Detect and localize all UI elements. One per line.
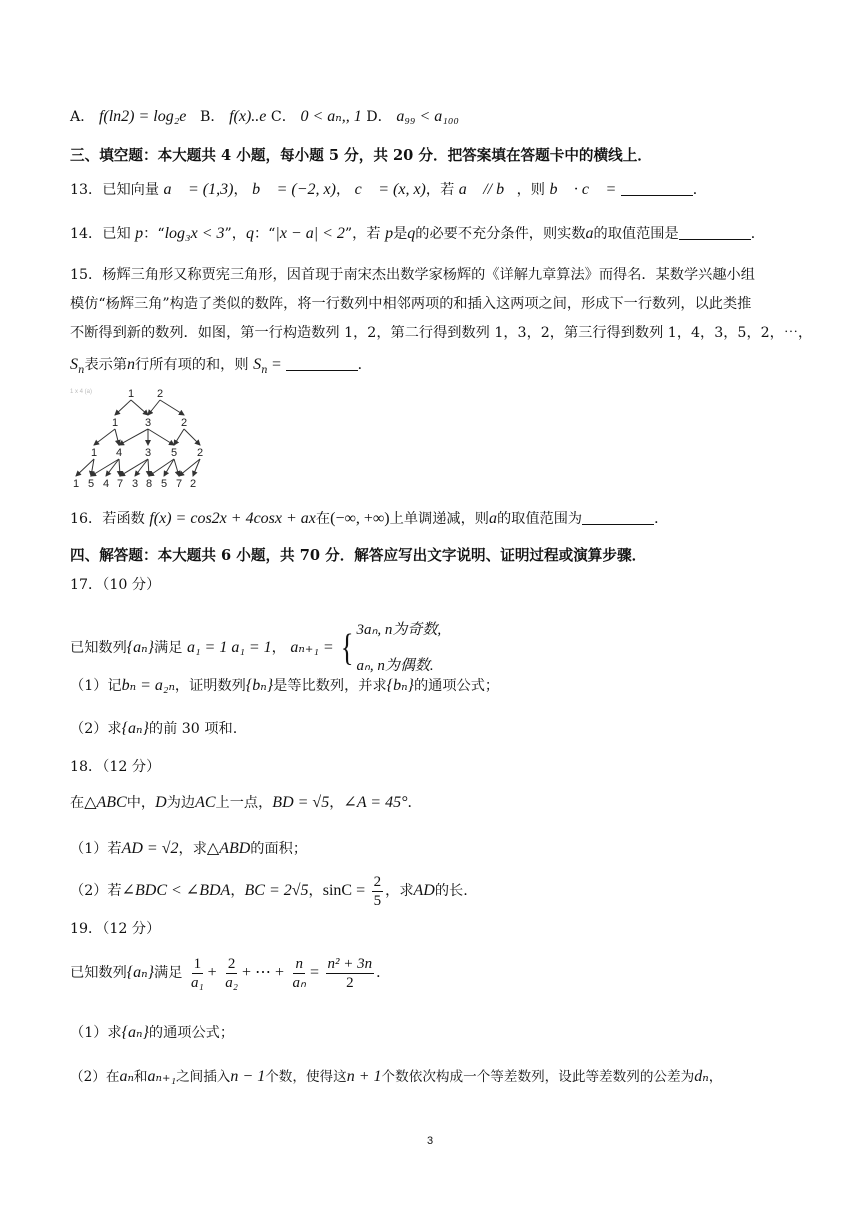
q19-part2 xyxy=(70,1066,790,1088)
option-a-expr: f(ln2) = log₂e xyxy=(98,108,187,125)
q14-text-c: ”， xyxy=(224,226,246,242)
tree-arrow xyxy=(184,429,200,445)
fraction xyxy=(372,873,384,910)
fraction xyxy=(189,955,206,992)
q19-text-b: 满足 xyxy=(154,965,183,981)
fraction-denominator: 5 xyxy=(373,892,382,909)
fraction-denominator: 2 xyxy=(346,974,354,991)
q15-line4 xyxy=(70,354,790,382)
q14-end: ． xyxy=(750,226,765,242)
q18-p1-b: ，求 xyxy=(178,841,207,857)
tree-number: 7 xyxy=(175,478,183,490)
q18-p1-ad: AD = √2 xyxy=(121,840,179,857)
q17-case1: 3aₙ, n为奇数, xyxy=(356,622,442,638)
q17-seq: {aₙ} xyxy=(126,639,155,656)
q17-p1-c: 是等比数列，并求 xyxy=(273,678,387,694)
tree-arrow xyxy=(115,429,119,445)
q16-text-a: 若函数 xyxy=(102,511,145,527)
q18-part2 xyxy=(70,872,790,910)
q18-p2-c: ， xyxy=(308,883,323,899)
q15-line2: 模仿“杨辉三角”构造了类似的数阵，将一行数列中相邻两项的和插入这两项之间，形成下一行数列，以此类推 xyxy=(70,296,752,312)
q19-an: aₙ xyxy=(119,1068,134,1085)
tree-arrow xyxy=(174,459,179,476)
q15-line3: 不断得到新的数列．如图，第一行构造数列 1，2，第二行得到数列 1，3，2，第三行得到数列 1，4，3，5，2，⋯， xyxy=(70,325,813,341)
q18-ac: AC xyxy=(195,794,216,811)
q19-nm1: n − 1 xyxy=(230,1068,266,1085)
q18-text-d: 上一点， xyxy=(215,795,273,811)
q16-text-b: 在 xyxy=(315,511,331,527)
q17-part2 xyxy=(70,718,790,740)
tree-number: 1 xyxy=(90,447,98,459)
left-brace: { xyxy=(340,627,354,669)
q19-p2-c: 之间插入 xyxy=(176,1069,231,1085)
q18-d: D xyxy=(155,794,167,811)
tree-number: 1 xyxy=(72,478,80,490)
tree-number: 8 xyxy=(145,478,153,490)
q17-p1-b: ，证明数列 xyxy=(174,678,246,694)
tree-number: 5 xyxy=(170,447,178,459)
q19-seq: {aₙ} xyxy=(126,964,155,981)
fraction xyxy=(326,955,375,992)
q15-sn-sub: n xyxy=(78,364,85,376)
tree-number: 4 xyxy=(102,478,110,490)
q13-sep2: ， xyxy=(335,182,351,198)
q17-lhs: aₙ₊₁ = xyxy=(290,639,334,656)
tree-arrow xyxy=(148,429,174,445)
q17-p1-seq: {bₙ} xyxy=(245,677,274,694)
q19-p1-b: 的通项公式； xyxy=(148,1025,235,1041)
tree-arrow xyxy=(94,429,115,445)
q19-plus: + xyxy=(207,964,217,981)
tree-arrow xyxy=(106,459,119,476)
q15-sn2: S xyxy=(253,356,262,373)
q18-head: 18．（12 分） xyxy=(70,759,161,775)
question-13 xyxy=(70,179,790,201)
q13-num: 13． xyxy=(70,182,103,198)
tree-arrow xyxy=(120,459,148,476)
q17-head: 17．（10 分） xyxy=(70,577,161,593)
fraction-denominator: aₙ xyxy=(292,974,306,991)
q15-n: n xyxy=(127,356,136,373)
q19-statement xyxy=(70,952,790,994)
tree-number: 2 xyxy=(180,417,188,429)
q16-func: f(x) = cos2x + 4cosx + ax xyxy=(149,510,316,527)
fraction-denominator: a₂ xyxy=(225,974,238,991)
q16-end: ． xyxy=(654,511,669,527)
q17-p1-seq2: {bₙ} xyxy=(386,677,414,694)
q15-line4-b: 行所有项的和，则 xyxy=(135,357,249,373)
q14-text-h: 的取值范围是 xyxy=(593,226,679,242)
q13-vec-b: b⃗ = (−2, x) xyxy=(252,181,336,198)
q14-num: 14． xyxy=(70,226,103,242)
q14-text-f: 是 xyxy=(393,226,408,242)
q14-text-b: ：“ xyxy=(143,226,165,242)
fraction-numerator: 2 xyxy=(227,955,236,972)
q14-text-e: ”，若 xyxy=(344,226,381,242)
q13-text-a: 已知向量 xyxy=(102,182,160,198)
q19-eq: = xyxy=(309,964,320,981)
tree-number: 2 xyxy=(156,388,164,400)
q17-part1 xyxy=(70,675,790,697)
q14-text-d: ：“ xyxy=(253,226,276,242)
answer-blank xyxy=(621,181,693,196)
q18-angle: ∠A = 45° xyxy=(343,794,408,811)
tree-number: 2 xyxy=(196,447,204,459)
fraction-numerator: 1 xyxy=(193,955,202,972)
q15-sn: S xyxy=(70,356,78,373)
q18-text-a: 在 xyxy=(70,795,85,811)
option-b-expr: f(x)..e xyxy=(229,108,267,125)
question-14 xyxy=(70,223,790,245)
q15-line1-text: 杨辉三角形又称贾宪三角形，因首现于南宋杰出数学家杨辉的《详解九章算法》而得名．某数学兴趣小组 xyxy=(102,267,755,283)
q14-p2: p xyxy=(385,225,394,242)
answer-blank xyxy=(582,510,654,525)
q17-p2-a: （2）求 xyxy=(70,721,122,737)
q16-text-c: 上单调递减，则 xyxy=(389,511,489,527)
q15-line1 xyxy=(70,264,790,286)
q19-text-a: 已知数列 xyxy=(70,965,127,981)
tree-number: 2 xyxy=(189,478,197,490)
q13-parallel: a⃗ // b⃗ xyxy=(458,181,517,198)
q12-options-line xyxy=(70,106,790,128)
q18-p2-b: ， xyxy=(230,883,245,899)
fraction-denominator: a₁ xyxy=(190,974,204,991)
q14-p: p xyxy=(135,225,144,242)
tree-number: 1 xyxy=(111,417,119,429)
q18-p2-bc: BC = 2√5 xyxy=(244,882,309,899)
page-number: 3 xyxy=(426,1135,434,1147)
q19-p1-a: （1）求 xyxy=(70,1025,122,1041)
tree-arrow xyxy=(119,459,120,476)
q14-text-g: 的必要不充分条件，则实数 xyxy=(415,226,586,242)
tree-number: 3 xyxy=(144,447,152,459)
fraction-numerator: n xyxy=(295,955,303,972)
q13-vec-a: a⃗ = (1,3) xyxy=(163,181,234,198)
q17-statement xyxy=(70,612,790,684)
q17-case2: aₙ, n为偶数. xyxy=(356,658,434,674)
q16-a: a xyxy=(488,510,497,527)
q19-p2-e: 个数依次构成一个等差数列，设此等差数列的公差为 xyxy=(381,1069,695,1085)
faint-figure-label: 1 x 4 (a) xyxy=(70,389,93,395)
option-b-label: B． xyxy=(199,109,225,125)
q14-q2: q xyxy=(407,225,416,242)
q19-p2-a: （2）在 xyxy=(70,1069,120,1085)
tree-arrow xyxy=(160,400,184,415)
tree-arrow xyxy=(131,400,148,415)
q15-num: 15． xyxy=(70,267,103,283)
option-c-expr: 0 < aₙ,, 1 xyxy=(300,108,362,125)
q14-a: a xyxy=(585,225,594,242)
q18-p2-ang: ∠BDC < ∠BDA xyxy=(121,882,231,899)
q13-vec-c: c⃗ = (x, x) xyxy=(354,181,426,198)
q15-sn2-sub: n xyxy=(261,364,268,376)
tree-number: 5 xyxy=(87,478,95,490)
q13-text-c: ，则 xyxy=(516,182,545,198)
q17-p1-def: bₙ = a₂ₙ xyxy=(121,677,175,694)
tree-number: 7 xyxy=(116,478,124,490)
q14-cond-q: |x − a| < 2 xyxy=(275,225,345,242)
q16-text-d: 的取值范围为 xyxy=(496,511,583,527)
q18-part1 xyxy=(70,838,790,860)
q17-p2-b: 的前 30 项和. xyxy=(148,721,238,737)
q18-tri: △ABC xyxy=(84,794,127,811)
q19-part1 xyxy=(70,1022,790,1044)
q17-cases xyxy=(356,612,441,684)
q19-end: ． xyxy=(376,965,391,981)
tree-arrow xyxy=(164,459,174,476)
option-d-expr: a₉₉ < a₁₀₀ xyxy=(396,108,459,125)
q19-np1: n + 1 xyxy=(346,1068,382,1085)
q17-text-a: 已知数列 xyxy=(70,640,127,656)
q15-line4-a: 表示第 xyxy=(84,357,128,373)
tree-arrow xyxy=(91,459,119,476)
section4-header: 四、解答题：本大题共 6 小题，共 70 分．解答应写出文字说明、证明过程或演算步骤． xyxy=(70,547,647,564)
tree-number: 1 xyxy=(127,388,135,400)
q14-text-a: 已知 xyxy=(102,226,131,242)
q17-p2-seq: {aₙ} xyxy=(121,720,149,737)
tree-number: 4 xyxy=(115,447,123,459)
section3-header: 三、填空题：本大题共 4 小题，每小题 5 分，共 20 分．把答案填在答题卡中的横线上． xyxy=(70,147,652,164)
q16-interval: (−∞, +∞) xyxy=(330,510,390,527)
q19-p2-d: 个数，使得这 xyxy=(265,1069,347,1085)
q18-p2-e: 的长. xyxy=(434,883,468,899)
option-d-label: D． xyxy=(366,109,392,125)
q18-p2-ad: AD xyxy=(413,882,435,899)
q15-eq: = xyxy=(272,356,282,373)
tree-number: 5 xyxy=(160,478,168,490)
tree-arrow xyxy=(149,459,174,476)
q18-p2-d: ，求 xyxy=(385,883,414,899)
q13-end: ． xyxy=(692,182,707,198)
q18-text-b: 中， xyxy=(126,795,156,811)
fraction-numerator: 2 xyxy=(373,873,382,890)
answer-blank xyxy=(286,356,358,371)
q13-text-b: ，若 xyxy=(425,182,455,198)
tree-arrow xyxy=(174,429,184,445)
q15-end: ． xyxy=(357,357,372,373)
q19-p2-b: 和 xyxy=(133,1069,148,1085)
q19-p2-f: ， xyxy=(708,1069,723,1085)
q17-text-c: ， xyxy=(271,640,286,656)
q19-mid: + ⋯ + xyxy=(241,964,284,981)
tree-arrow xyxy=(148,400,160,415)
q19-p1-seq: {aₙ} xyxy=(121,1024,149,1041)
q18-statement xyxy=(70,792,790,814)
q18-p1-c: 的面积； xyxy=(250,841,308,857)
q19-dn: dₙ xyxy=(694,1068,709,1085)
q17-p1-a: （1）记 xyxy=(70,678,122,694)
q17-p1-d: 的通项公式； xyxy=(413,678,500,694)
option-a-label: A． xyxy=(70,109,95,125)
q14-cond-p: log₃x < 3 xyxy=(164,225,225,242)
q18-text-e: ， xyxy=(329,795,344,811)
option-c-label: C． xyxy=(270,109,296,125)
q17-cond: a₁ = 1 a₁ = 1 xyxy=(186,639,272,656)
q18-text-c: 为边 xyxy=(166,795,196,811)
q17-text-b: 满足 xyxy=(154,640,183,656)
tree-arrow xyxy=(119,429,148,445)
question-16 xyxy=(70,508,790,530)
fraction xyxy=(291,955,308,992)
q16-num: 16． xyxy=(70,511,103,527)
tree-number: 3 xyxy=(131,478,139,490)
q18-p1-a: （1）若 xyxy=(70,841,122,857)
number-tree-figure xyxy=(68,384,228,500)
fraction-numerator: n² + 3n xyxy=(327,955,373,972)
tree-arrow xyxy=(148,459,149,476)
q13-dot: b⃗ · c⃗ = xyxy=(549,181,617,198)
q18-p2-a: （2）若 xyxy=(70,883,122,899)
q19-head: 19．（12 分） xyxy=(70,921,161,937)
answer-blank xyxy=(679,225,751,240)
q18-p1-tri: △ABD xyxy=(206,840,251,857)
q18-bd: BD = √5 xyxy=(272,794,330,811)
tree-arrow xyxy=(115,400,131,415)
fraction xyxy=(223,955,240,992)
q18-p2-sin: sinC = xyxy=(322,882,366,899)
q18-text-f: ． xyxy=(407,795,422,811)
q14-q: q xyxy=(245,225,254,242)
tree-arrow xyxy=(135,459,148,476)
tree-number: 3 xyxy=(144,417,152,429)
q19-an1: aₙ₊₁ xyxy=(147,1068,177,1085)
q13-sep1: ， xyxy=(233,182,248,198)
